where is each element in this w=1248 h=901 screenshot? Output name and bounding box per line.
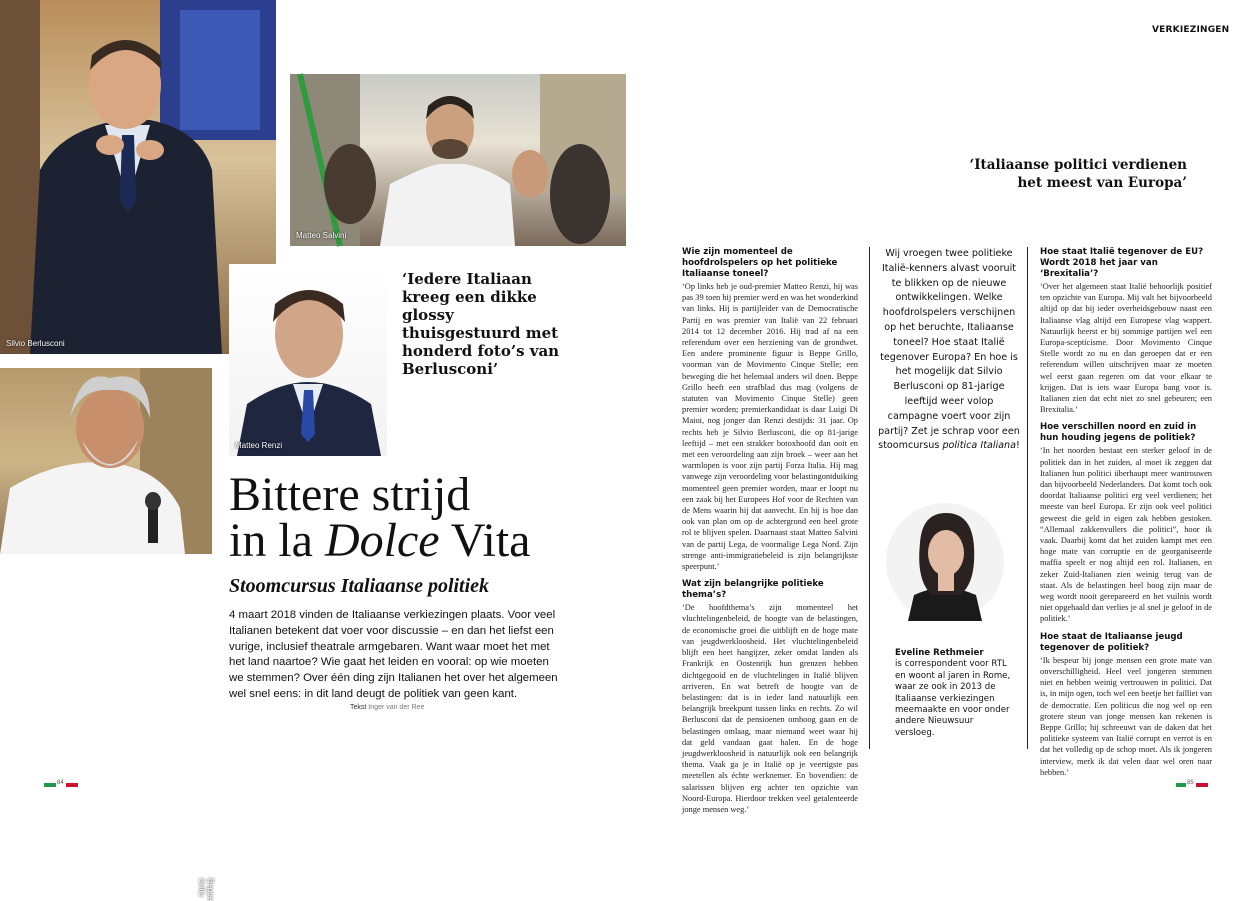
question-heading: Hoe staat Italië tegenover de EU? Wordt 2018 het jaar van ‘Brexitalia’? [1040, 247, 1204, 279]
flag-red-stripe [66, 783, 78, 787]
intro-sidebar: Wij vroegen twee politieke Italië-kenners alvast vooruit te blikken op de nieuwe ontwikkelingen. Welke hoofdrolspelers verschijnen op het beruchte, Italiaanse toneel? Hoe staat Italië tegenover Europa? En hoe is het mogelijk dat Silvio Berlusconi op 81-jarige leeftijd weer volop campagne voert voor zijn partij? Zet je schrap voor een stoomcursus politica Italiana! [878, 248, 1020, 452]
pull-quote-left: ‘Iedere Italiaan kreeg een dikke glossy thuisgestuurd met honderd foto’s van Berlusconi’ [402, 270, 560, 378]
flag-red-stripe [1196, 783, 1208, 787]
expert-illustration [886, 503, 1004, 621]
photo-divider-bar [0, 354, 212, 368]
caption-renzi: Matteo Renzi [235, 441, 283, 450]
credit-author: Inger van der Ree [368, 704, 425, 711]
caption-berlusconi: Silvio Berlusconi [6, 339, 65, 348]
column-rule-2 [1027, 247, 1028, 749]
headline [229, 468, 531, 567]
article-column-1 [682, 247, 858, 822]
question-heading: Hoe staat de Italiaanse jeugd tegenover de politiek? [1040, 631, 1183, 653]
salvini-illustration [290, 74, 626, 246]
qa-block [682, 247, 858, 572]
answer-text: ‘In het noorden bestaat een sterker geloof in de politiek dan in het zuiden, al moet ik zeggen dat Italianen hun politici überhaupt meer wantrouwen dan bijvoorbeeld Nederlanders. Dat komt toch ook doordat Italiaanse politici erg veel verdienen; het meeste van heel Europa. Er zijn ook veel politici geweest die geld in eigen zak hebben gestoken. “Allemaal zakkenvullers die politici”, hoor ik vaak. Daarbij komt dat het zuiden kampt met een hoge mate van corruptie en de georganiseerde maffia speelt er nog altijd een rol. Italianen, en zeker Zuid-Italianen zien weinig terug van de staat. Als de belastingen heel hoog zijn maar de weg wordt nooit gerepareerd en het vuilnis wordt niet opgehaald dan verlies je al snel je geloof in de politiek.’ [1040, 446, 1212, 624]
qa-block [682, 579, 858, 815]
expert-bio: is correspondent voor RTL en woont al jaren in Rome, waar ze ook in 2013 de Italiaanse verkiezingen meemaakte en voor onder andere Nieuwsuur versloeg. [895, 659, 1011, 738]
renzi-illustration [229, 264, 387, 456]
pull-quote-right: ‘Italiaanse politici verdienen het meest van Europa’ [969, 157, 1187, 191]
expert-info [895, 648, 1013, 739]
answer-text: ‘Over het algemeen staat Italië behoorlijk positief ten opzichte van Europa. Mij valt het bijvoorbeeld altijd op dat bij ieder overheidsgebouw naast een Italiaanse vlag altijd een Europese vlag wappert. Natuurlijk heerst er bij sommige partijen wel een Europa-scepticisme. Door Movimento Cinque Stelle wordt zo nu en dan geroepen dat er een referendum willen uitschrijven maar ze moeten wel eerst gaan regeren om dat voor elkaar te krijgen. Dat is iets waar Europa bang voor is. Italianen zien dat echt niet zo snel gebeuren; een Brexitalia.’ [1040, 282, 1212, 415]
answer-text: ‘De hoofdthema’s zijn momenteel het vluchtelingenbeleid, de hoogte van de belastingen, de economische groei die uitblijft en de hoge mate van jeugdwerkloosheid. Het vluchtelingenbeleid blijft een heet hangijzer, zeker omdat landen als Frankrijk en Oostenrijk hun grenzen hebben dichtgegooid en de vluchtelingen in Italië blijven arriveren. En wat betreft de hoogte van de belastingen: dat is in ieder land natuurlijk een belangrijk breekpunt tussen links en rechts. Zo wil Berlusconi dat de pensioenen omhoog gaan en de belastingen omlaag, maar niemand weet waar hij dat geld vandaan gaat halen. En de hoge jeugdwerkloosheid is natuurlijk ook een belangrijk thema. Vaak ga je in Italië op je veertigste pas meetellen als échte werknemer. En bovendien: de salarissen blijven erg achter ten opzichte van Noord-Europa. Hierdoor trekken veel getalenteerde jonge mensen weg.’ [682, 603, 858, 814]
article-column-3 [1040, 247, 1212, 785]
page-number-left: 84 [57, 780, 64, 786]
headline-line1: Bittere strijd [229, 468, 471, 521]
caption-grillo: Beppe Grillo [197, 878, 215, 901]
answer-text: ‘Ik bespeur bij jonge mensen een grote mate van onverschilligheid. Heel veel jongeren stemmen niet en hebben weinig vertrouwen in politici. Dat is, in mijn ogen, toch wel een beetje het failliet van de democratie. Een politicus die nog wel op een grotere steun van jonge mensen kan rekenen is Beppe Grillo; hij schreeuwt van de daken dat het politieke systeem van Italië corrupt en verrot is en dat het volledig op de schop moet. Als ik jongeren interview, merk ik dat velen daar wel oren naar hebben.’ [1040, 655, 1212, 777]
question-heading: Hoe verschillen noord en zuid in hun houding jegens de politiek? [1040, 422, 1197, 444]
column-rule-1 [869, 247, 870, 749]
intro-text: 4 maart 2018 vinden de Italiaanse verkiezingen plaats. Voor veel Italianen betekent dat voer voor discussie – en dan het liefst een vurige, inclusief theatrale armgebaren. Want waar moet het met het land naartoe? Wie gaat het leiden en vooral: op wie moeten we stemmen? Over één ding zijn Italianen het over het algemeen wel snel eens: in dit land deugt de politiek van geen kant. [229, 609, 558, 700]
grillo-illustration [0, 368, 212, 554]
answer-text: ‘Op links heb je oud-premier Matteo Renzi, hij was pas 39 toen hij premier werd en was het wonderkind van links. Hij is partijleider van de Democratische Partij en was premier van Italië van 22 februari 2014 tot 12 december 2016. Hij trad af na een referendum over een herziening van de grondwet. Een andere prominente figuur is Beppe Grillo, voorman van de Movimento Cinque Stelle; een beweging die het helemaal anders wil doen. Beppe Grillo heeft een strafblad dus mag (volgens de statuten van Movimento Cinque Stelle) geen premier worden; premierkandidaat is daar Luigi Di Maioi, nog jonger dan Renzi destijds: 31 jaar. Op rechts heb je Silvio Berlusconi, die op 81-jarige leeftijd – met een strakker botoxhoofd dan ooit en met een veroordeling aan zijn broek – weer aan het warmlopen is voor zijn partij Forza Italia. Hij mag vanwege zijn veroordeling voor belastingontduiking momenteel geen premier worden, maar er loopt nu een zaak bij het Europees Hof voor de Rechten van de Mens waarin hij dat aanvecht. En hij is hoe dan ook van plan om op de achtergrond een heel grote rol te blijven spelen. Daarnaast staat Matteo Salvini van de partij Lega, de voormalige Lega Nord. Zijn strenge anti-immigratiebeleid is zijn belangrijkste speerpunt.’ [682, 282, 858, 572]
qa-block [1040, 632, 1212, 778]
salvini-photo [290, 74, 626, 246]
renzi-photo [229, 264, 387, 456]
qa-block [1040, 247, 1212, 415]
flag-green-stripe [1176, 783, 1186, 787]
expert-portrait [886, 503, 1004, 621]
qa-block [1040, 422, 1212, 624]
credit-label: Tekst [350, 704, 367, 711]
credit [350, 704, 424, 711]
expert-name: Eveline Rethmeier [895, 648, 984, 658]
question-heading: Wie zijn momenteel de hoofdrolspelers op het politieke Italiaanse toneel? [682, 247, 838, 279]
flag-green-stripe [44, 783, 56, 787]
section-label: VERKIEZINGEN [1152, 25, 1230, 35]
question-heading: Wat zijn belangrijke politieke thema’s? [682, 579, 824, 601]
caption-salvini: Matteo Salvini [296, 231, 347, 240]
page-number-right: 85 [1187, 780, 1194, 786]
headline-line2: in la Dolce Vita [229, 514, 531, 567]
subtitle: Stoomcursus Italiaanse politiek [229, 575, 490, 597]
